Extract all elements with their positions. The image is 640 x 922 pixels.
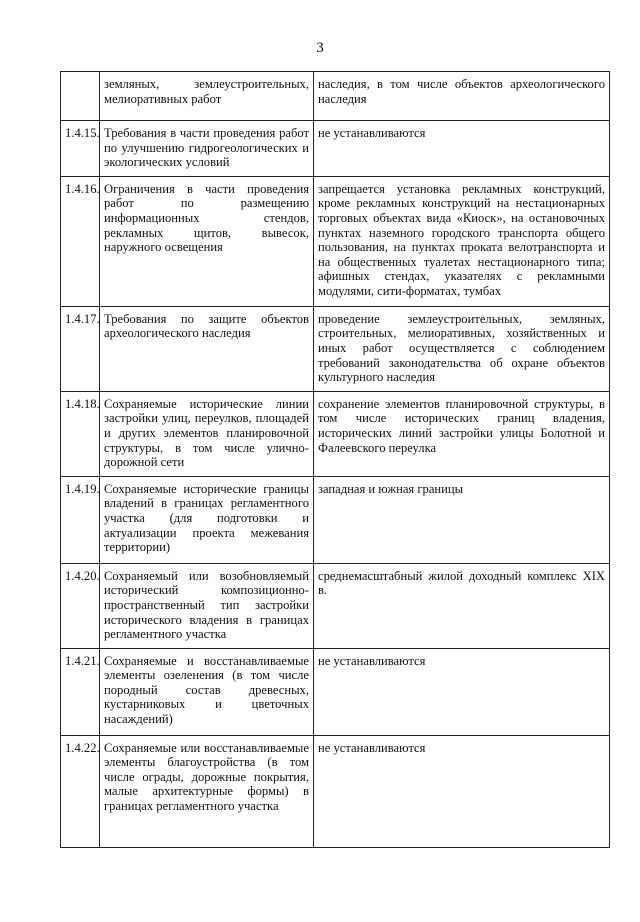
item-number: 1.4.17. (61, 306, 100, 391)
table-row (61, 735, 610, 847)
table-row (61, 72, 610, 121)
item-number (61, 72, 100, 121)
table-row (61, 121, 610, 177)
requirement-text: Ограничения в части проведения работ по размещению информационных стендов, рекламных щитов, вывесок, наружного освещения (100, 176, 314, 306)
table-row (61, 391, 610, 476)
table-row (61, 476, 610, 563)
requirement-text: Сохраняемый или возобновляемый исторический композиционно-пространственный тип застройки исторического владения в границах регламентного участка (100, 563, 314, 648)
requirement-value: среднемасштабный жилой доходный комплекс XIX в. (314, 563, 610, 648)
item-number: 1.4.15. (61, 121, 100, 177)
requirement-text: Сохраняемые исторические линии застройки улиц, переулков, площадей и других элементов планировочной структуры, в том числе улично-дорожной сети (100, 391, 314, 476)
requirement-text: Требования в части проведения работ по улучшению гидрогеологических и экологических условий (100, 121, 314, 177)
table-row (61, 176, 610, 306)
regulation-table (60, 71, 610, 848)
requirement-value: не устанавливаются (314, 735, 610, 847)
requirement-value: западная и южная границы (314, 476, 610, 563)
requirement-text: Сохраняемые или восстанавливаемые элементы благоустройства (в том числе ограды, дорожные покрытия, малые архитектурные формы) в границах регламентного участка (100, 735, 314, 847)
item-number: 1.4.18. (61, 391, 100, 476)
requirement-value: наследия, в том числе объектов археологического наследия (314, 72, 610, 121)
requirement-value: сохранение элементов планировочной структуры, в том числе исторических границ владения, исторических линий застройки улицы Болотной и Фалеевского переулка (314, 391, 610, 476)
table-row (61, 648, 610, 735)
requirement-value: проведение землеустроительных, земляных, строительных, мелиоративных, хозяйственных и иных работ осуществляется с соблюдением требований законодательства об охране объектов культурного наследия (314, 306, 610, 391)
item-number: 1.4.20. (61, 563, 100, 648)
requirement-text: Требования по защите объектов археологического наследия (100, 306, 314, 391)
requirement-value: не устанавливаются (314, 648, 610, 735)
item-number: 1.4.21. (61, 648, 100, 735)
table-row (61, 563, 610, 648)
table-row (61, 306, 610, 391)
requirement-text: земляных, землеустроительных, мелиоративных работ (100, 72, 314, 121)
item-number: 1.4.19. (61, 476, 100, 563)
requirement-value: не устанавливаются (314, 121, 610, 177)
page-number: 3 (316, 40, 324, 56)
item-number: 1.4.16. (61, 176, 100, 306)
requirement-value: запрещается установка рекламных конструкций, кроме рекламных конструкций на нестационарных торговых объектах вида «Киоск», на остановочных пунктах наземного городского транспорта общего пользования, на пунктах проката велотранспорта и на общественных туалетах нестационарного типа; афишных стендах, указателях с рекламными модулями, сити-форматах, тумбах (314, 176, 610, 306)
requirement-text: Сохраняемые и восстанавливаемые элементы озеленения (в том числе породный состав древесных, кустарниковых и цветочных насаждений) (100, 648, 314, 735)
item-number: 1.4.22. (61, 735, 100, 847)
requirement-text: Сохраняемые исторические границы владений в границах регламентного участка (для подготовки и актуализации проекта межевания территории) (100, 476, 314, 563)
